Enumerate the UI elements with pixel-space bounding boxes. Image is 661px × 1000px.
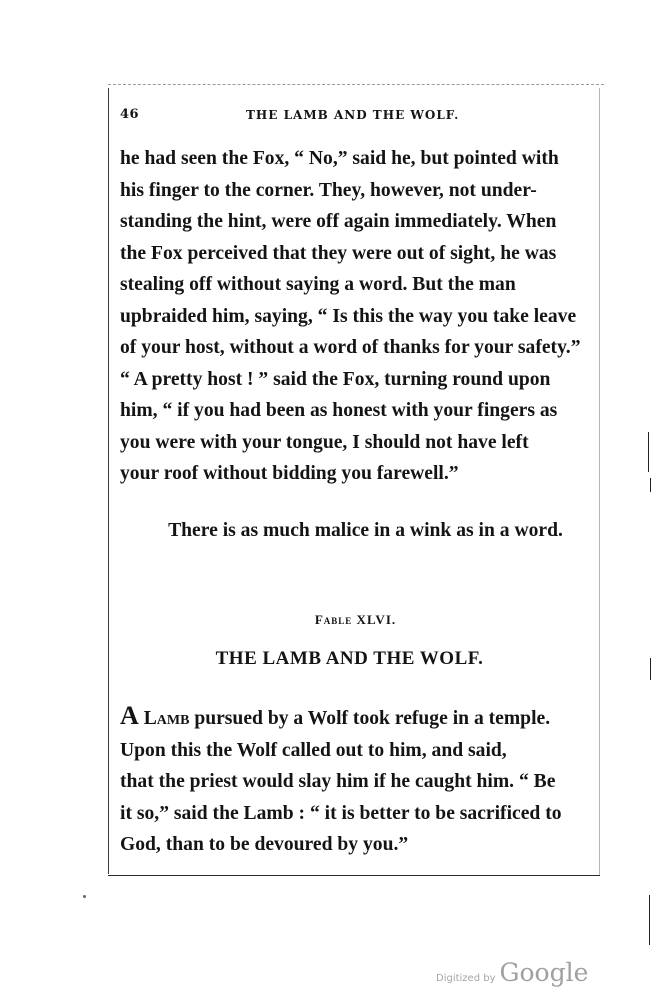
drop-cap: A (120, 701, 139, 730)
moral: There is as much malice in a wink as in a word. (168, 520, 563, 541)
paragraph-2-first-line (120, 700, 584, 735)
page-border-right (599, 88, 600, 876)
fable-title: THE LAMB AND THE WOLF. (215, 648, 484, 669)
running-title: THE LAMB AND THE WOLF. (246, 108, 460, 122)
paragraph-1-line: him, “ if you had been as honest with your fingers as (120, 400, 558, 421)
page-border-top (108, 84, 604, 85)
margin-mark (649, 895, 650, 945)
scan-speck (83, 895, 86, 898)
paragraph-1-line: he had seen the Fox, “ No,” said he, but pointed with (120, 148, 559, 169)
paragraph-1-line: the Fox perceived that they were out of sight, he was (120, 242, 557, 264)
small-caps-word: Lamb (143, 708, 190, 729)
paragraph-1-line: of your host, without a word of thanks for your safety.” (120, 337, 581, 358)
google-logo: Google (499, 958, 589, 987)
margin-mark (650, 478, 651, 492)
paragraph-2-line: that the priest would slay him if he caught him. “ Be (120, 771, 556, 792)
paragraph-2-line: God, than to be devoured by you.” (120, 834, 409, 855)
paragraph-1-line: your roof without bidding you farewell.” (120, 463, 459, 484)
margin-mark (648, 432, 649, 472)
paragraph-1-line: stealing off without saying a word. But the man (120, 274, 516, 295)
digitized-watermark (436, 958, 588, 987)
paragraph-2-line: it so,” said the Lamb : “ it is better to be sacrificed to (120, 802, 562, 824)
paragraph-1 (120, 143, 584, 490)
digitized-label: Digitized by (436, 973, 496, 984)
paragraph-1-line: standing the hint, were off again immediately. When (120, 211, 557, 232)
margin-mark (650, 658, 651, 680)
page-border-left (108, 88, 109, 874)
paragraph-2 (120, 700, 584, 861)
paragraph-2-line: Upon this the Wolf called out to him, and said, (120, 739, 507, 761)
page-number: 46 (120, 107, 140, 122)
paragraph-1-line: you were with your tongue, I should not have left (120, 431, 529, 453)
first-line-rest: pursued by a Wolf took refuge in a temple. (189, 708, 551, 729)
page-border-bottom (108, 875, 600, 876)
paragraph-1-line: his finger to the corner. They, however, not under- (120, 179, 537, 201)
fable-number: Fable XLVI. (314, 612, 397, 627)
paragraph-1-line: upbraided him, saying, “ Is this the way you take leave (120, 305, 577, 327)
paragraph-1-line: “ A pretty host ! ” said the Fox, turning round upon (120, 368, 551, 390)
